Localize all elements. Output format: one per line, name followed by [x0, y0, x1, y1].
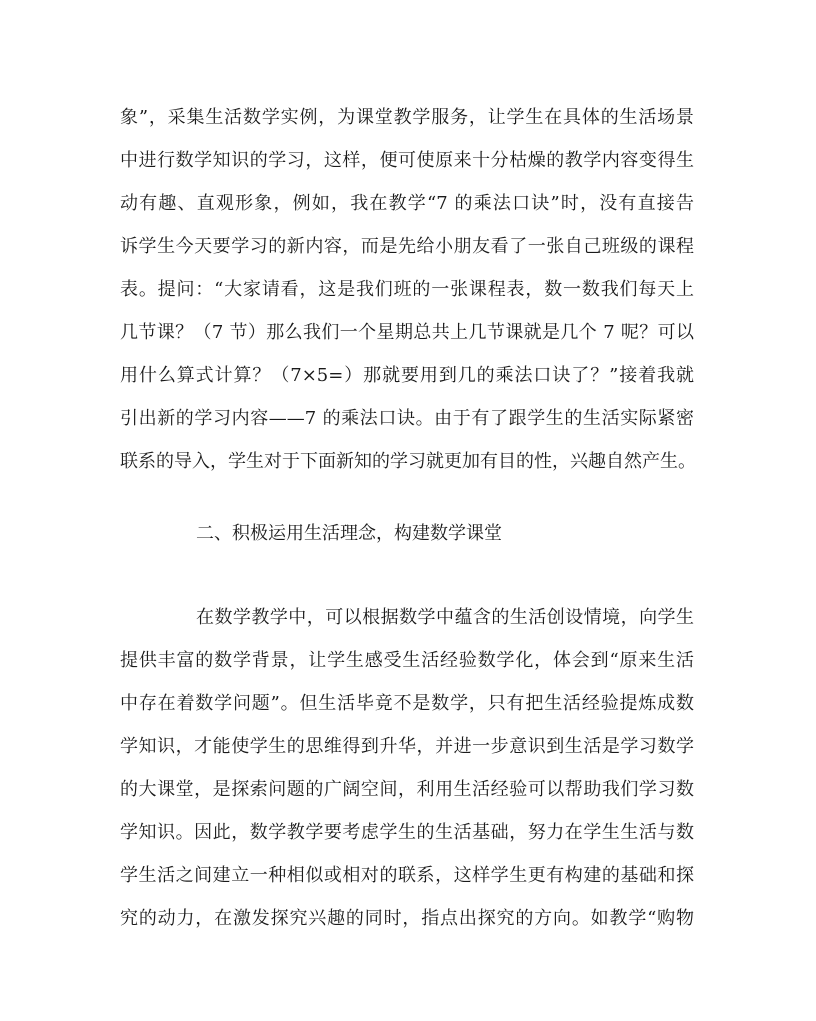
paragraph-line: 动有趣、直观形象，例如，我在教学“7 的乘法口诀”时，没有直接告 — [120, 193, 694, 214]
paragraph-line: 究的动力，在激发探究兴趣的同时，指点出探究的方向。如教学“购物 — [120, 908, 694, 929]
paragraph-line: 中进行数学知识的学习，这样，便可使原来十分枯燥的教学内容变得生 — [120, 150, 694, 171]
paragraph-line: 学知识。因此，数学教学要考虑学生的生活基础，努力在学生生活与数 — [120, 822, 694, 843]
section-heading: 二、积极运用生活理念，构建数学课堂 — [196, 523, 502, 544]
paragraph-line: 学生活之间建立一种相似或相对的联系，这样学生更有构建的基础和探 — [120, 865, 694, 886]
paragraph-line: 学知识，才能使学生的思维得到升华，并进一步意识到生活是学习数学 — [120, 736, 694, 757]
paragraph-line: 表。提问：“大家请看，这是我们班的一张课程表，数一数我们每天上 — [120, 279, 694, 300]
paragraph-line: 联系的导入，学生对于下面新知的学习就更加有目的性，兴趣自然产生。 — [120, 451, 696, 472]
paragraph-line: 用什么算式计算？（7×5=）那就要用到几的乘法口诀了？”接着我就 — [120, 365, 694, 386]
paragraph-line: 引出新的学习内容——7 的乘法口诀。由于有了跟学生的生活实际紧密 — [120, 408, 694, 429]
paragraph-line: 提供丰富的数学背景，让学生感受生活经验数学化，体会到“原来生活 — [120, 650, 694, 671]
paragraph-line: 在数学教学中，可以根据数学中蕴含的生活创设情境，向学生 — [196, 607, 694, 628]
paragraph-line: 的大课堂，是探索问题的广阔空间，利用生活经验可以帮助我们学习数 — [120, 779, 694, 800]
paragraph-line: 诉学生今天要学习的新内容，而是先给小朋友看了一张自己班级的课程 — [120, 236, 694, 257]
paragraph-line: 象”，采集生活数学实例，为课堂教学服务，让学生在具体的生活场景 — [120, 107, 694, 128]
paragraph-line: 中存在着数学问题”。但生活毕竟不是数学，只有把生活经验提炼成数 — [120, 693, 694, 714]
paragraph-line: 几节课？（7 节）那么我们一个星期总共上几节课就是几个 7 呢？可以 — [120, 322, 694, 343]
